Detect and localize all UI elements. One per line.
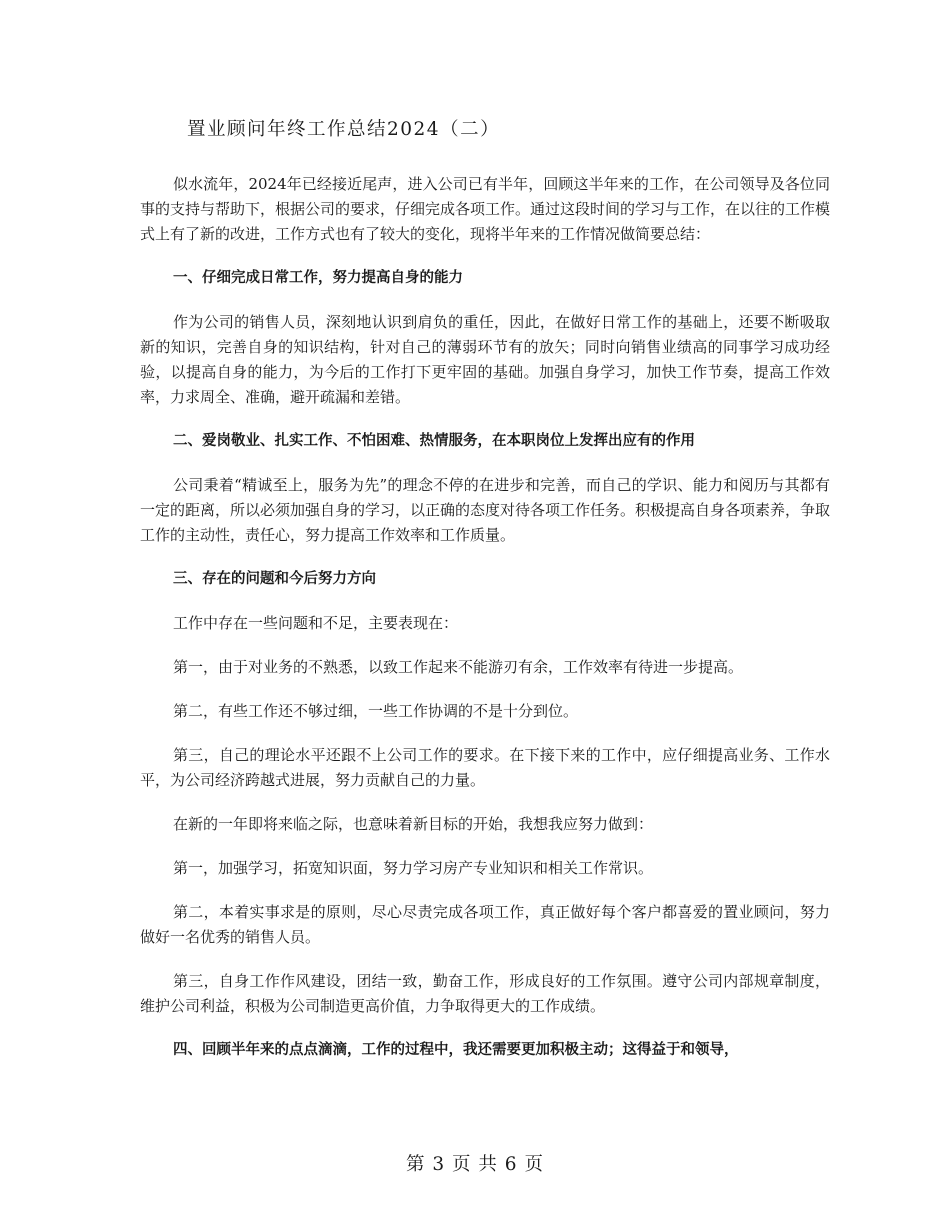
document-body: [140, 172, 830, 1082]
document-title: 置业顾问年终工作总结2024（二）: [187, 119, 501, 140]
section-heading-1: 一、仔细完成日常工作，努力提高自身的能力: [173, 270, 463, 286]
paragraph: 第一，由于对业务的不熟悉，以致工作起来不能游刃有余，工作效率有待进一步提高。: [173, 658, 744, 676]
paragraph: 在新的一年即将来临之际，也意味着新目标的开始，我想我应努力做到：: [173, 815, 654, 833]
paragraph: 第二，本着实事求是的原则，尽心尽责完成各项工作，真正做好每个客户都喜爱的置业顾问，努力做好一名优秀的销售人员。: [140, 903, 830, 946]
paragraph: 第二，有些工作还不够过细，一些工作协调的不是十分到位。: [173, 702, 579, 720]
paragraph: 第一，加强学习，拓宽知识面，努力学习房产专业知识和相关工作常识。: [173, 859, 654, 877]
paragraph-intro: 似水流年，2024年已经接近尾声，进入公司已有半年，回顾这半年来的工作，在公司领导及各位同事的支持与帮助下，根据公司的要求，仔细完成各项工作。通过这段时间的学习与工作，在以往的工作模式上有了新的改进，工作方式也有了较大的变化，现将半年来的工作情况做简要总结：: [140, 175, 831, 243]
paragraph: 第三，自己的理论水平还跟不上公司工作的要求。在下接下来的工作中，应仔细提高业务、工作水平，为公司经济跨越式进展，努力贡献自己的力量。: [140, 746, 830, 789]
section-heading-4: 四、回顾半年来的点点滴滴，工作的过程中，我还需要更加积极主动；这得益于和领导，: [173, 1042, 739, 1058]
paragraph: 工作中存在一些问题和不足，主要表现在：: [173, 614, 459, 632]
section-heading-3: 三、存在的问题和今后努力方向: [173, 571, 376, 587]
paragraph: 第三，自身工作作风建设，团结一致，勤奋工作，形成良好的工作氛围。遵守公司内部规章制度，维护公司利益，积极为公司制造更高价值，力争取得更大的工作成绩。: [140, 972, 830, 1015]
paragraph: 作为公司的销售人员，深刻地认识到肩负的重任，因此，在做好日常工作的基础上，还要不断吸取新的知识，完善自身的知识结构，针对自己的薄弱环节有的放矢；同时向销售业绩高的同事学习成功经验，以提高自身的能力，为今后的工作打下更牢固的基础。加强自身学习，加快工作节奏，提高工作效率，力求周全、准确，避开疏漏和差错。: [140, 313, 830, 406]
paragraph: 公司秉着“精诚至上，服务为先”的理念不停的在进步和完善，而自己的学识、能力和阅历与其都有一定的距离，所以必须加强自身的学习，以正确的态度对待各项工作任务。积极提高自身各项素养，争取工作的主动性，责任心，努力提高工作效率和工作质量。: [140, 476, 831, 544]
section-heading-2: 二、爱岗敬业、扎实工作、不怕困难、热情服务，在本职岗位上发挥出应有的作用: [173, 433, 695, 449]
page-number-footer: 第 3 页 共 6 页: [406, 1154, 544, 1175]
